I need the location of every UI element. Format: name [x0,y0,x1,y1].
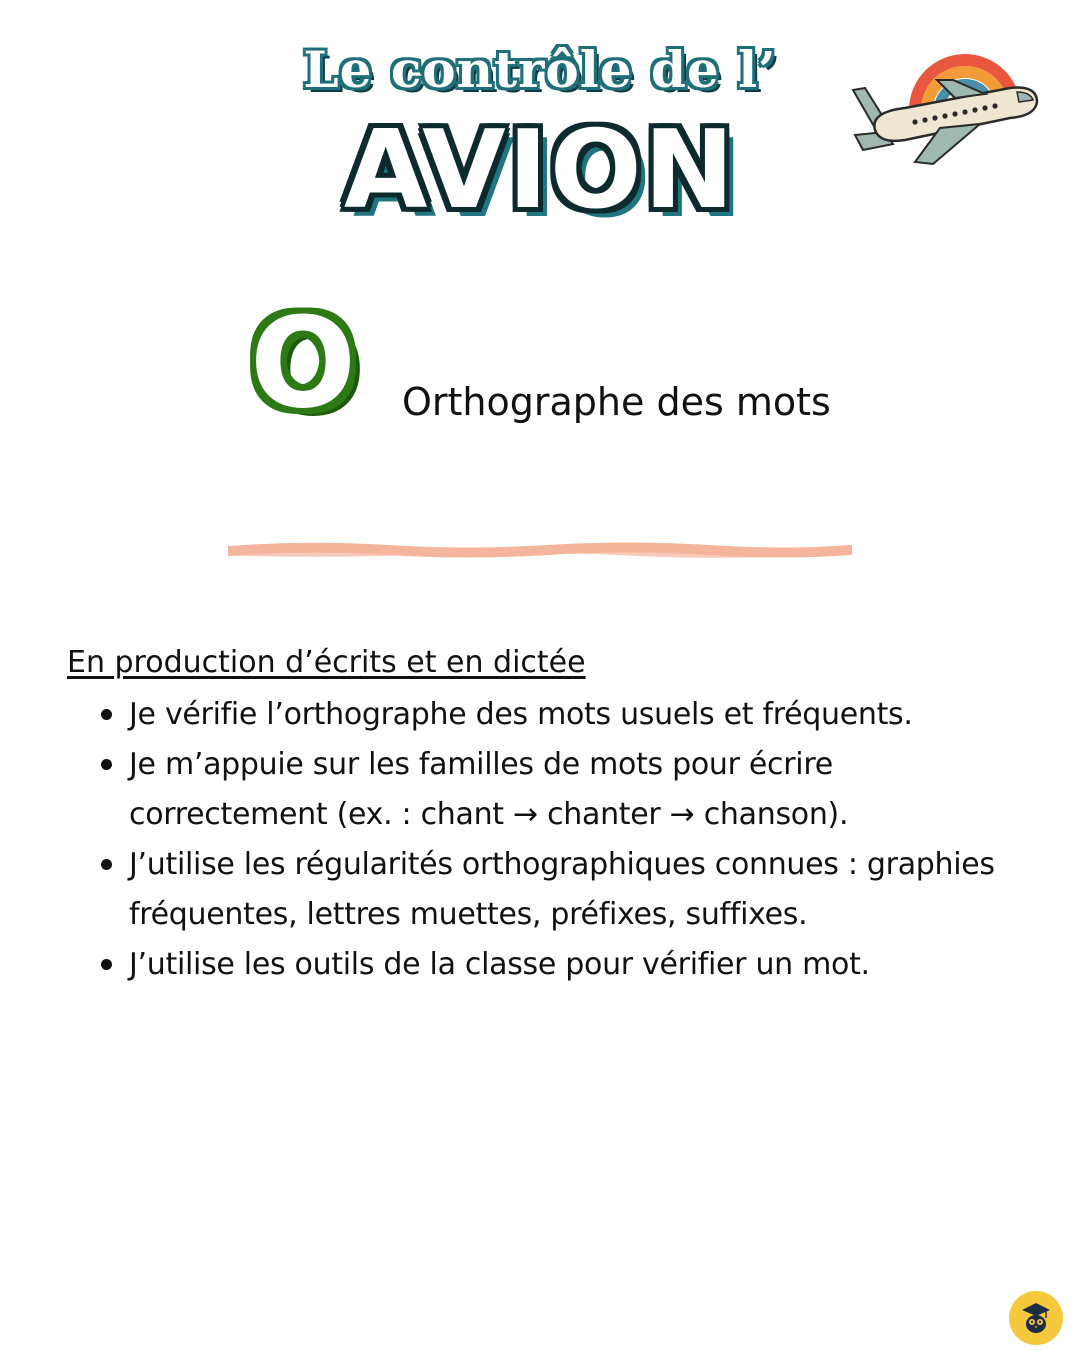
list-item [129,690,1027,740]
page-subtitle: Orthographe des mots [402,380,831,424]
title-big: AVION [343,108,737,233]
list-item [129,840,1027,940]
list-item-text: Je vérifie l’orthographe des mots usuels et fréquents. [129,697,913,732]
bullet-icon [101,959,112,970]
list-item [129,740,1027,840]
list-item [129,940,1027,990]
plane-with-rainbow-icon [845,40,1045,175]
list-item-text: Je m’appuie sur les familles de mots pour écrire correctement (ex. : chant → chanter → chanson). [129,747,849,832]
list-item-text: J’utilise les régularités orthographiques connues : graphies fréquentes, lettres muettes, préfixes, suffixes. [129,847,995,932]
divider-line [228,538,852,564]
bullet-icon [101,759,112,770]
bullet-icon [101,709,112,720]
bullet-icon [101,859,112,870]
owl-graduate-logo-icon [1008,1290,1064,1346]
section-heading: En production d’écrits et en dictée [67,645,586,680]
list-item-text: J’utilise les outils de la classe pour vérifier un mot. [129,947,870,982]
rules-list [67,690,1027,990]
rules-section [67,640,1027,990]
title-small: Le contrôle de l’ [303,40,777,99]
letter-badge [228,288,383,448]
badge-letter: O [249,290,357,436]
